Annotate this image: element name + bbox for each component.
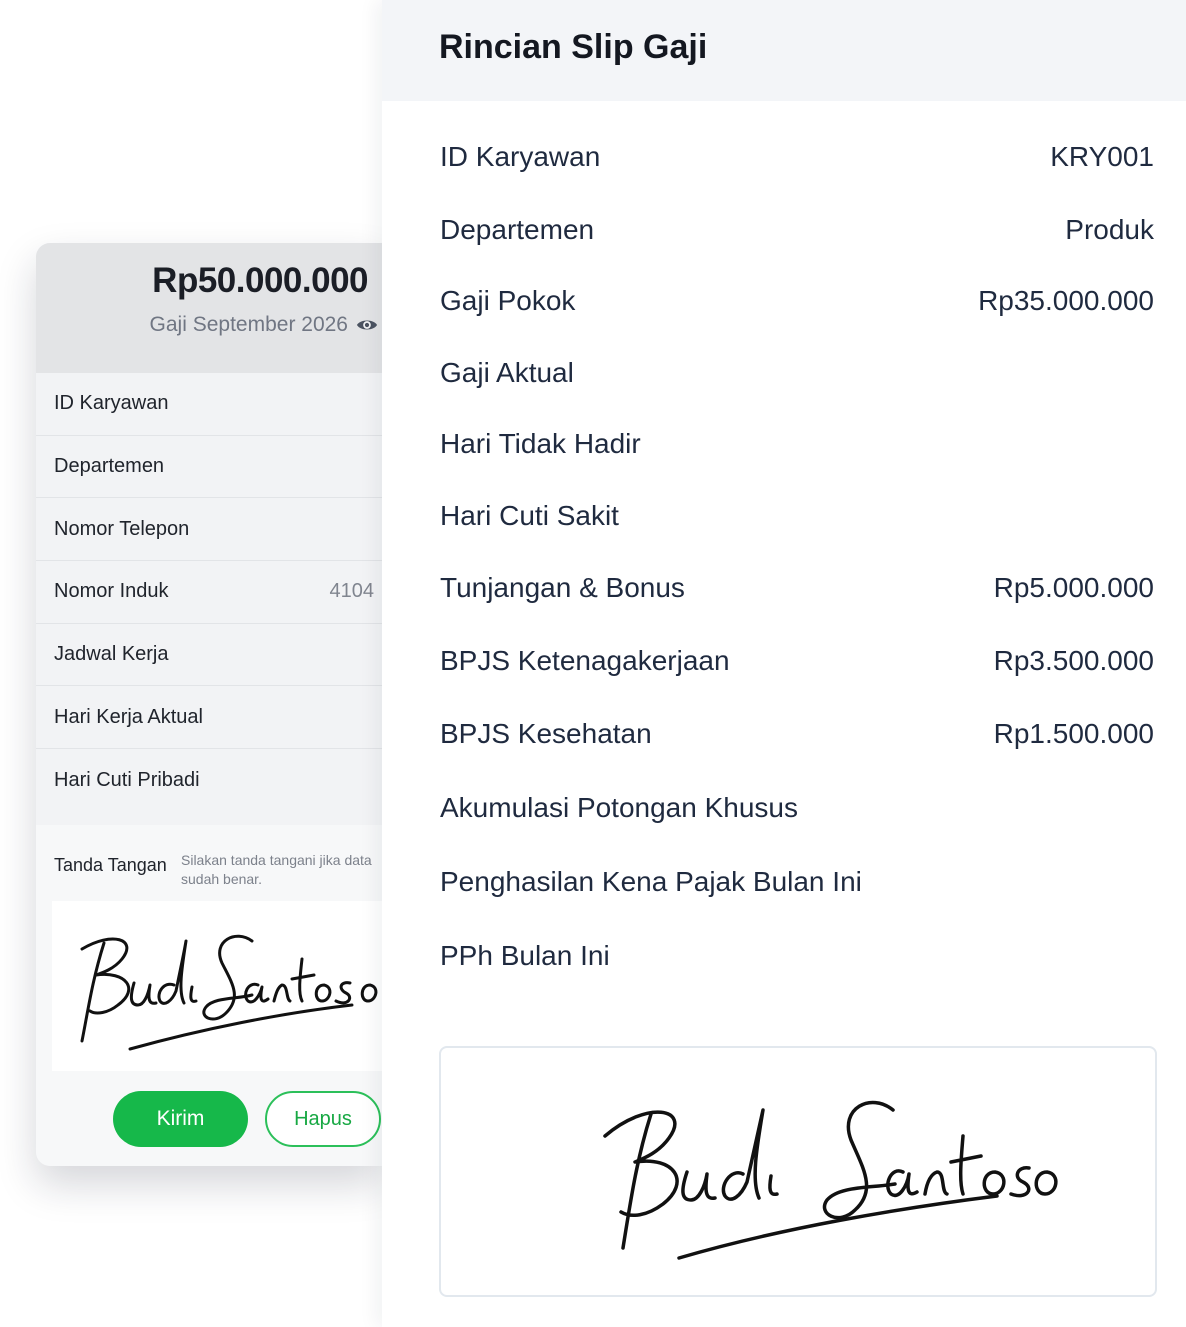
- detail-row: [440, 788, 1154, 828]
- panel-header: [382, 0, 1186, 101]
- row-label: Nomor Induk: [54, 580, 169, 603]
- signature-section: [36, 825, 382, 1166]
- detail-label: Hari Tidak Hadir: [440, 428, 641, 459]
- list-item: [36, 561, 382, 624]
- detail-label: Tunjangan & Bonus: [440, 572, 685, 603]
- row-value: 4104: [329, 580, 374, 603]
- row-label: Hari Cuti Pribadi: [54, 768, 200, 791]
- detail-label: BPJS Ketenagakerjaan: [440, 645, 730, 676]
- salary-period[interactable]: [150, 313, 378, 337]
- list-item: [36, 498, 382, 561]
- signature-label: Tanda Tangan: [54, 855, 167, 875]
- list-item: [36, 373, 382, 436]
- signature-drawing: [52, 901, 382, 1071]
- signature-hint: Silakan tanda tangani jika data sudah benar.: [181, 852, 372, 887]
- detail-row: [440, 568, 1154, 608]
- detail-label: Penghasilan Kena Pajak Bulan Ini: [440, 866, 862, 897]
- detail-label: PPh Bulan Ini: [440, 940, 610, 971]
- detail-row: [440, 496, 1154, 536]
- detail-row: [440, 424, 1154, 464]
- list-item: [36, 436, 382, 499]
- list-item: [36, 686, 382, 749]
- detail-value: Rp1.500.000: [993, 718, 1154, 749]
- detail-row: [440, 137, 1154, 177]
- detail-value: Rp5.000.000: [993, 572, 1154, 603]
- submit-button[interactable]: Kirim: [113, 1091, 248, 1147]
- salary-summary-card: [36, 243, 382, 1166]
- row-label: Departemen: [54, 455, 165, 478]
- detail-value: KRY001: [1050, 141, 1154, 172]
- detail-row: [440, 353, 1154, 393]
- detail-row: [440, 210, 1154, 250]
- detail-row: [440, 862, 1154, 902]
- clear-button[interactable]: Hapus: [265, 1091, 381, 1147]
- detail-label: Gaji Aktual: [440, 357, 574, 388]
- detail-label: Departemen: [440, 214, 595, 245]
- detail-label: Gaji Pokok: [440, 285, 576, 316]
- row-label: ID Karyawan: [54, 392, 169, 415]
- row-label: Nomor Telepon: [54, 517, 190, 540]
- list-item: [36, 624, 382, 687]
- detail-value: Rp3.500.000: [993, 645, 1154, 676]
- detail-value: Produk: [1065, 214, 1154, 245]
- detail-row: [440, 714, 1154, 754]
- detail-row: [440, 281, 1154, 321]
- detail-value: Rp35.000.000: [978, 285, 1154, 316]
- detail-row: [440, 936, 1154, 976]
- detail-row: [440, 641, 1154, 681]
- salary-amount: Rp50.000.000: [152, 261, 368, 300]
- detail-label: Hari Cuti Sakit: [440, 500, 619, 531]
- signature-preview: [439, 1046, 1157, 1297]
- row-label: Hari Kerja Aktual: [54, 705, 203, 728]
- signature-drawing: [441, 1048, 1155, 1295]
- detail-label: Akumulasi Potongan Khusus: [440, 792, 798, 823]
- list-item: [36, 749, 382, 812]
- detail-label: ID Karyawan: [440, 141, 601, 172]
- salary-summary-header: [36, 243, 382, 373]
- payslip-detail-panel: [382, 0, 1186, 1327]
- page-title: Rincian Slip Gaji: [439, 28, 708, 66]
- summary-info-list: [36, 373, 382, 812]
- row-label: Jadwal Kerja: [54, 643, 169, 666]
- signature-pad[interactable]: [52, 901, 382, 1071]
- detail-label: BPJS Kesehatan: [440, 718, 652, 749]
- salary-period-label: Gaji September 2026: [149, 313, 348, 336]
- eye-icon[interactable]: [356, 317, 378, 333]
